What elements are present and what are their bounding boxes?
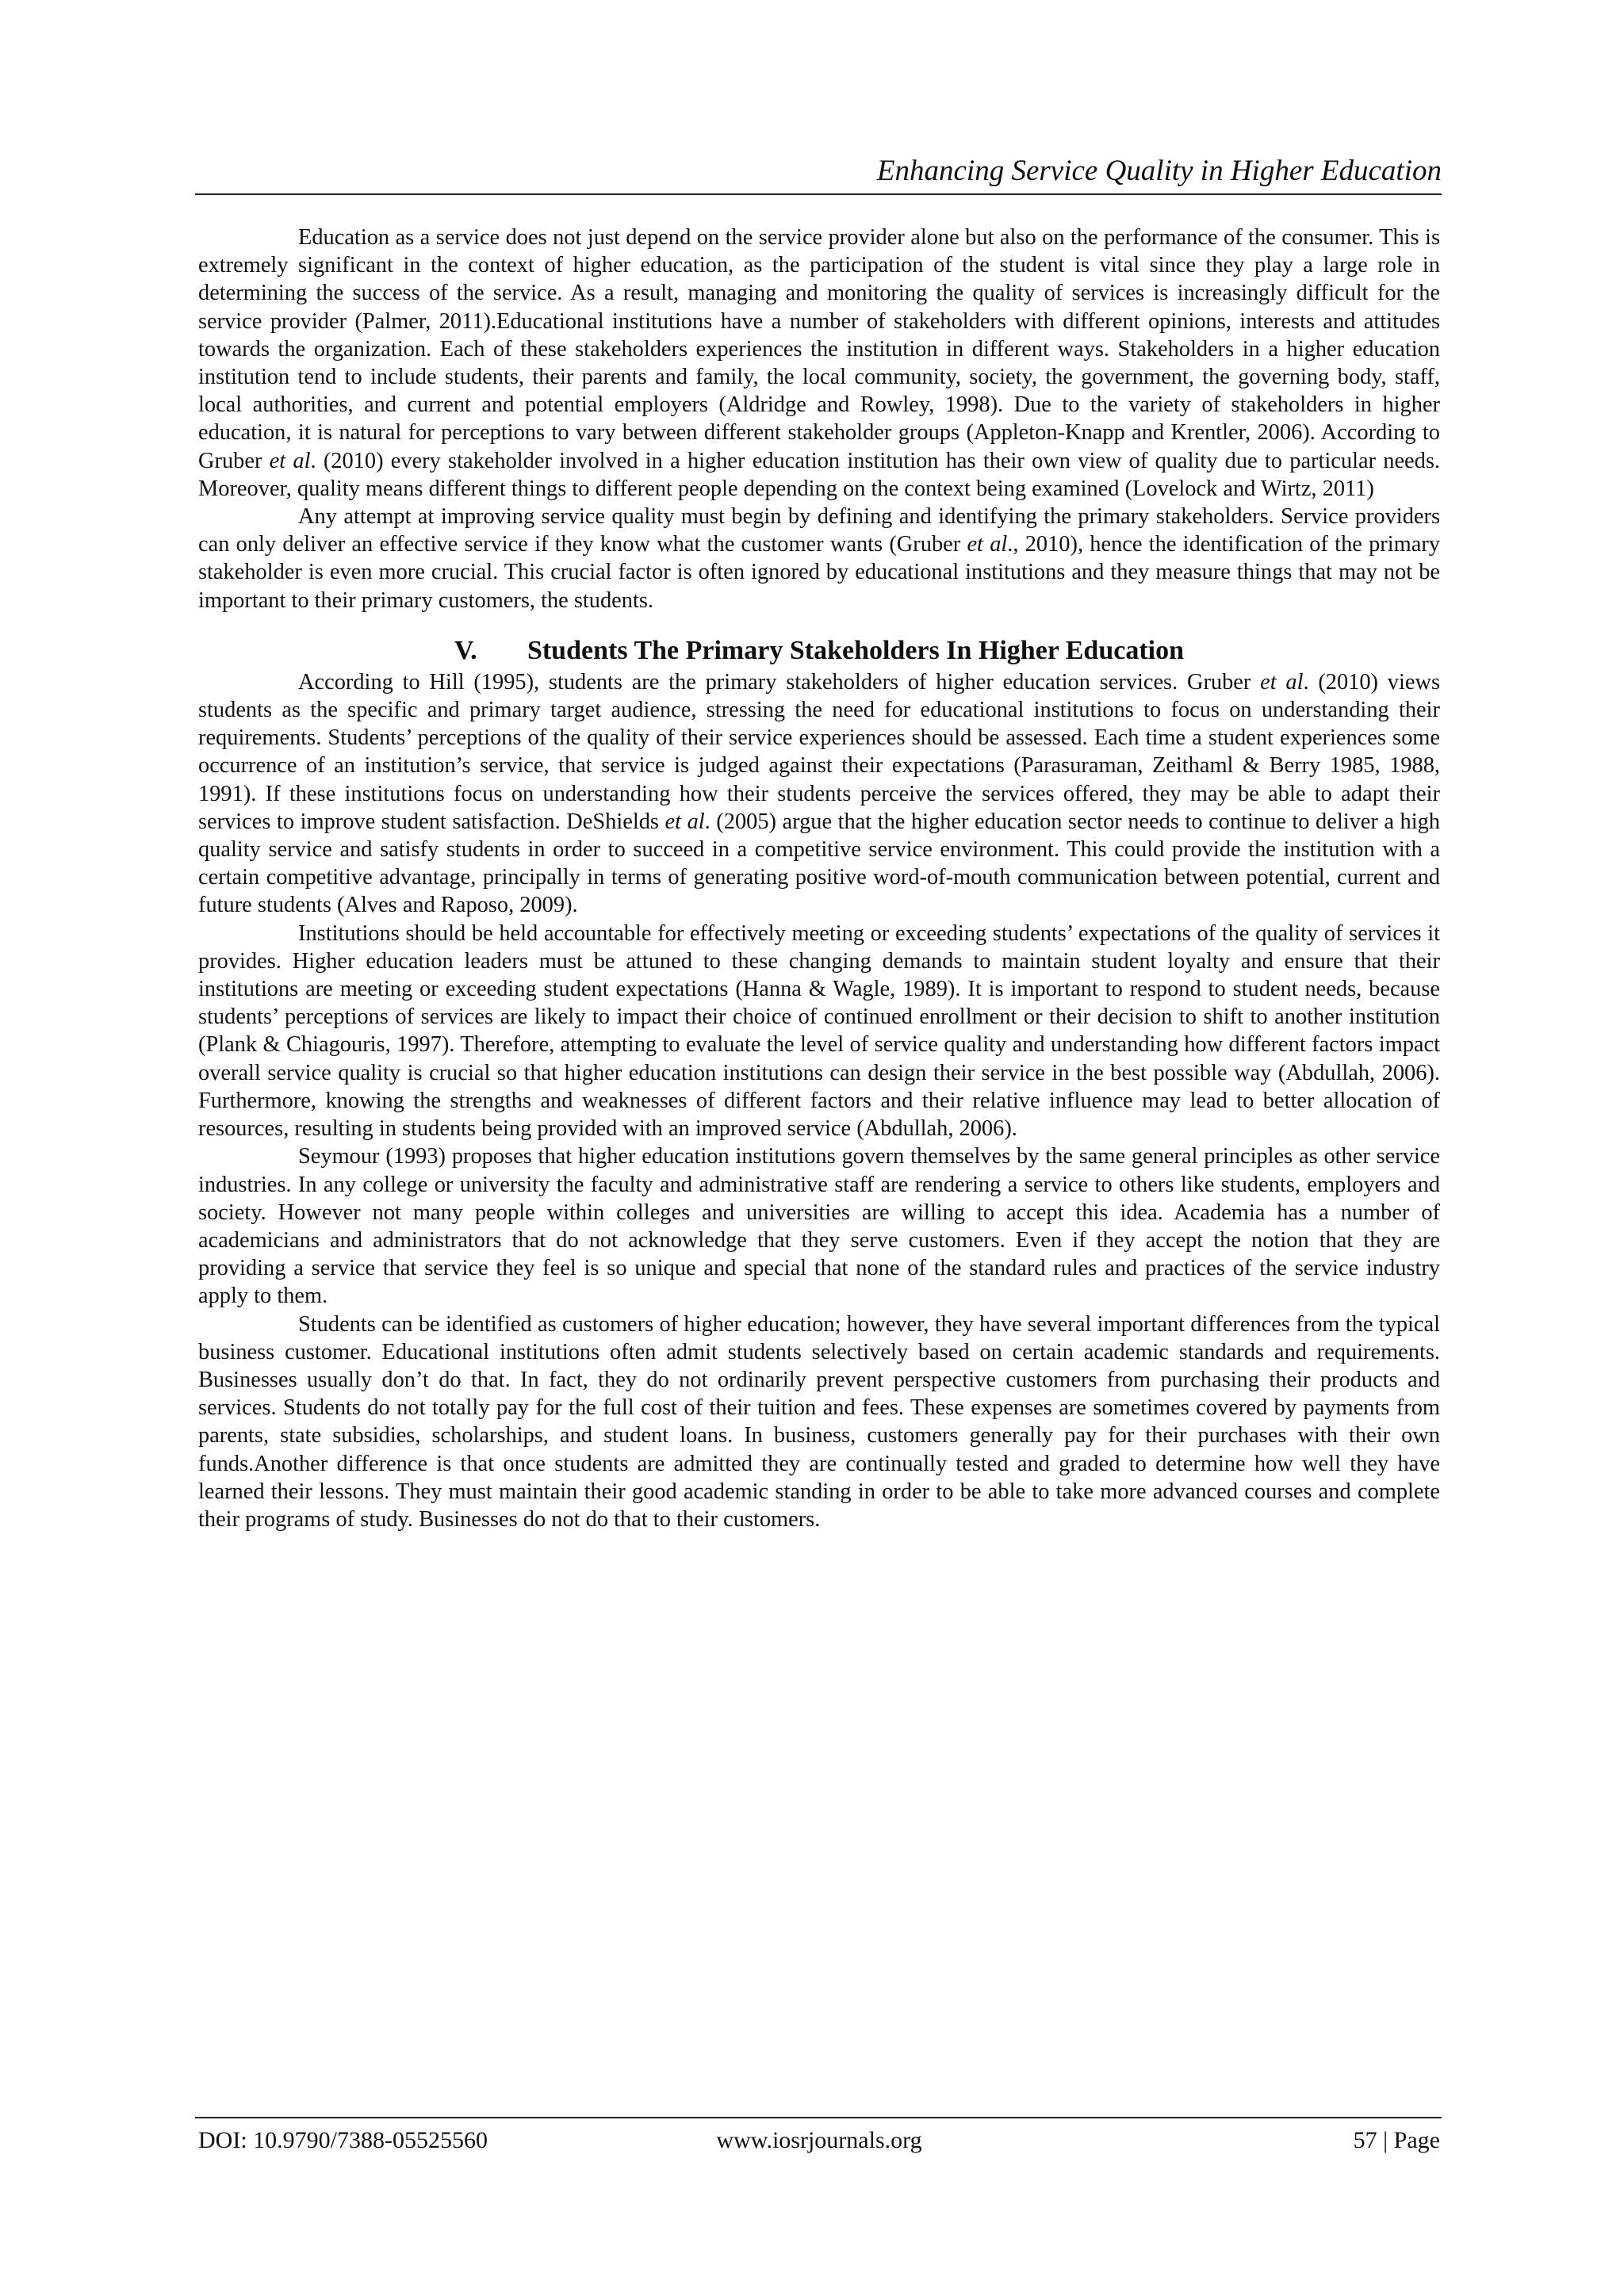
text-run: . (2010) views students as the specific and primary target audience, stressing the need for educational institutions to focus on understanding their requirements. Students’ perceptions of the quality of their service experiences should be assessed. Each time a student experiences some occurrence of an institution’s service, that service is judged against their expectations (Parasuraman, Zeithaml & Berry 1985, 1988, 1991). If these institutions focus on understanding how their students perceive the services offered, they may be able to adapt their services to improve student satisfaction. DeShields bbox=[198, 669, 1441, 834]
text-run: Education as a service does not just depend on the service provider alone but also on the performance of the consumer. This is extremely significant in the context of higher education, as the participation of the student is vital since they play a large role in determining the success of the service. As a result, managing and monitoring the quality of services is increasingly difficult for the service provider (Palmer, 2011).Educational institutions have a number of stakeholders with different opinions, interests and attitudes towards the organization. Each of these stakeholders experiences the institution in different ways. Stakeholders in a higher education institution tend to include students, their parents and family, the local community, society, the government, the governing body, staff, local authorities, and current and potential employers (Aldridge and Rowley, 1998). Due to the variety of stakeholders in higher education, it is natural for perceptions to vary between different stakeholder groups (Appleton-Knapp and Krentler, 2006). According to Gruber bbox=[198, 225, 1440, 473]
footer-doi: DOI: 10.9790/7388-05525560 bbox=[198, 2127, 488, 2153]
body-text bbox=[198, 224, 1440, 1533]
paragraph bbox=[198, 920, 1440, 1143]
text-run: Any attempt at improving service quality must begin by defining and identifying the primary stakeholders. Service providers can only deliver an effective service if they know what the customer wants (Gruber bbox=[198, 504, 1440, 557]
section-title: Students The Primary Stakeholders In Higher Education bbox=[527, 635, 1185, 665]
text-run: Institutions should be held accountable for effectively meeting or exceeding students’ expectations of the quality of services it provides. Higher education leaders must be attuned to these changing demands to maintain student loyalty and ensure that their institutions are meeting or exceeding student expectations (Hanna & Wagle, 1989). It is important to respond to student needs, because students’ perceptions of services are likely to impact their choice of continued enrollment or their decision to shift to another institution (Plank & Chiagouris, 1997). Therefore, attempting to evaluate the level of service quality and understanding how different factors impact overall service quality is crucial so that higher education institutions can design their service in the best possible way (Abdullah, 2006). Furthermore, knowing the strengths and weaknesses of different factors and their relative influence may lead to better allocation of resources, resulting in students being provided with an improved service (Abdullah, 2006). bbox=[198, 920, 1440, 1142]
paragraph bbox=[198, 224, 1440, 503]
italic-text: et al bbox=[269, 448, 311, 473]
text-run: ., 2010), hence the identification of the primary stakeholder is even more crucial. This crucial factor is often ignored by educational institutions and they measure things that may not be important to their primary customers, the students. bbox=[198, 532, 1440, 613]
footer-rule bbox=[195, 2117, 1442, 2118]
header-rule bbox=[195, 193, 1442, 195]
footer-page-number: 57 | Page bbox=[1353, 2127, 1440, 2153]
footer-website: www.iosrjournals.org bbox=[716, 2127, 922, 2153]
text-run: . (2010) every stakeholder involved in a higher education institution has their own view of quality due to particular needs. Moreover, quality means different things to different people depending on the context being examined (Lovelock and Wirtz, 2011) bbox=[198, 448, 1440, 501]
paragraph bbox=[198, 1311, 1440, 1534]
italic-text: et al bbox=[665, 809, 705, 834]
italic-text: et al bbox=[1260, 669, 1304, 695]
section-number: V. bbox=[454, 635, 477, 665]
paragraph bbox=[198, 503, 1440, 614]
text-run: Students can be identified as customers of higher education; however, they have several important differences from the typical business customer. Educational institutions often admit students selectively based on certain academic standards and requirements. Businesses usually don’t do that. In fact, they do not ordinarily prevent perspective customers from purchasing their products and services. Students do not totally pay for the full cost of their tuition and fees. These expenses are sometimes covered by payments from parents, state subsidies, scholarships, and student loans. In business, customers generally pay for their purchases with their own funds.Another difference is that once students are admitted they are continually tested and graded to determine how well they have learned their lessons. They must maintain their good academic standing in order to be able to take more advanced courses and complete their programs of study. Businesses do not do that to their customers. bbox=[198, 1311, 1440, 1532]
running-head: Enhancing Service Quality in Higher Education bbox=[876, 155, 1442, 187]
text-run: Seymour (1993) proposes that higher education institutions govern themselves by the same general principles as other service industries. In any college or university the faculty and administrative staff are rendering a service to others like students, employers and society. However not many people within colleges and universities are willing to accept this idea. Academia has a number of academicians and administrators that do not acknowledge that they serve customers. Even if they accept the notion that they are providing a service that service they feel is so unique and special that none of the standard rules and practices of the service industry apply to them. bbox=[198, 1144, 1440, 1309]
paragraphs-before-section bbox=[198, 224, 1440, 614]
italic-text: et al bbox=[967, 532, 1008, 557]
paragraph bbox=[198, 1142, 1440, 1310]
paragraph bbox=[198, 668, 1440, 920]
text-run: . (2005) argue that the higher education sector needs to continue to deliver a high quality service and satisfy students in order to succeed in a competitive service environment. This could provide the institution with a certain competitive advantage, principally in terms of generating positive word-of-mouth communication between potential, current and future students (Alves and Raposo, 2009). bbox=[198, 809, 1441, 918]
paragraphs-after-section bbox=[198, 668, 1440, 1533]
text-run: According to Hill (1995), students are the primary stakeholders of higher education services. Gruber bbox=[298, 669, 1261, 695]
section-heading bbox=[198, 633, 1440, 668]
